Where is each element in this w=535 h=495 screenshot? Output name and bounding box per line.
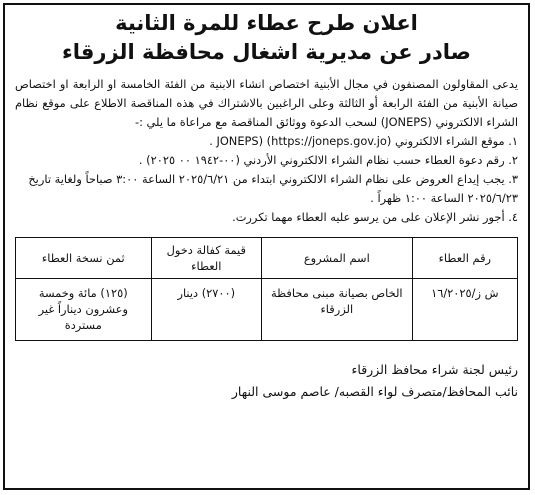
conditions-list bbox=[15, 132, 518, 227]
announcement-subtitle: صادر عن مديرية اشغال محافظة الزرقاء bbox=[62, 40, 471, 64]
condition-item: ٢. رقم دعوة العطاء حسب نظام الشراء الالكتروني الأردني (٠٠-١٩٤٢ ٠٠ ٢٠٢٥) . bbox=[138, 153, 518, 167]
condition-item: ٣. يجب إيداع العروض على نظام الشراء الالكتروني ابتداء من ٢٠٢٥/٦/٢١ الساعة ٣:٠٠ صباحاً ولغاية تاريخ ٢٠٢٥/٦/٢٣ الساعة ١:٠٠ ظهراً . bbox=[28, 172, 518, 205]
intro-paragraph: يدعى المقاولون المصنفون في مجال الأبنية اختصاص انشاء الابنية من الفئة الخامسة او الرابعة او اختصاص صيانة الأبنية من الفئة الرابعة أو الثالثة وعلى الراغبين بالاشتراك في هذه المناقصة الاطلاع على موقع نظام الشراء الالكتروني (JONEPS) لسحب الدعوة ووثائق المناقصة مع مراعاة ما يلي :- bbox=[15, 77, 518, 129]
table-row bbox=[16, 279, 518, 341]
cell-project-name: الخاص بصيانة مبنى محافظة الزرقاء bbox=[262, 279, 413, 341]
announcement-frame bbox=[3, 3, 530, 490]
cell-tender-number: ش ز/١٦/٢٠٢٥ bbox=[412, 279, 517, 341]
col-header-bid-bond: قيمة كفالة دخول العطاء bbox=[151, 238, 261, 279]
signature-title: رئيس لجنة شراء محافظ الزرقاء bbox=[351, 362, 518, 377]
announcement-title: اعلان طرح عطاء للمرة الثانية bbox=[115, 11, 418, 35]
condition-item: ١. موقع الشراء الالكتروني JONEPS) (https://joneps.gov.jo) . bbox=[209, 134, 518, 148]
col-header-tender-number: رقم العطاء bbox=[412, 238, 517, 279]
cell-copy-price: (١٢٥) مائة وخمسة وعشرون ديناراً غير مستردة bbox=[16, 279, 152, 341]
col-header-copy-price: ثمن نسخة العطاء bbox=[16, 238, 152, 279]
cell-bid-bond: (٢٧٠٠) دينار bbox=[151, 279, 261, 341]
signature-name: نائب المحافظ/متصرف لواء القصبه/ عاصم موسى النهار bbox=[231, 384, 518, 399]
signature-block bbox=[15, 359, 518, 403]
col-header-project-name: اسم المشروع bbox=[262, 238, 413, 279]
tender-table bbox=[15, 237, 518, 341]
condition-item: ٤. أجور نشر الإعلان على من يرسو عليه العطاء مهما تكررت. bbox=[232, 210, 518, 224]
table-header-row bbox=[16, 238, 518, 279]
